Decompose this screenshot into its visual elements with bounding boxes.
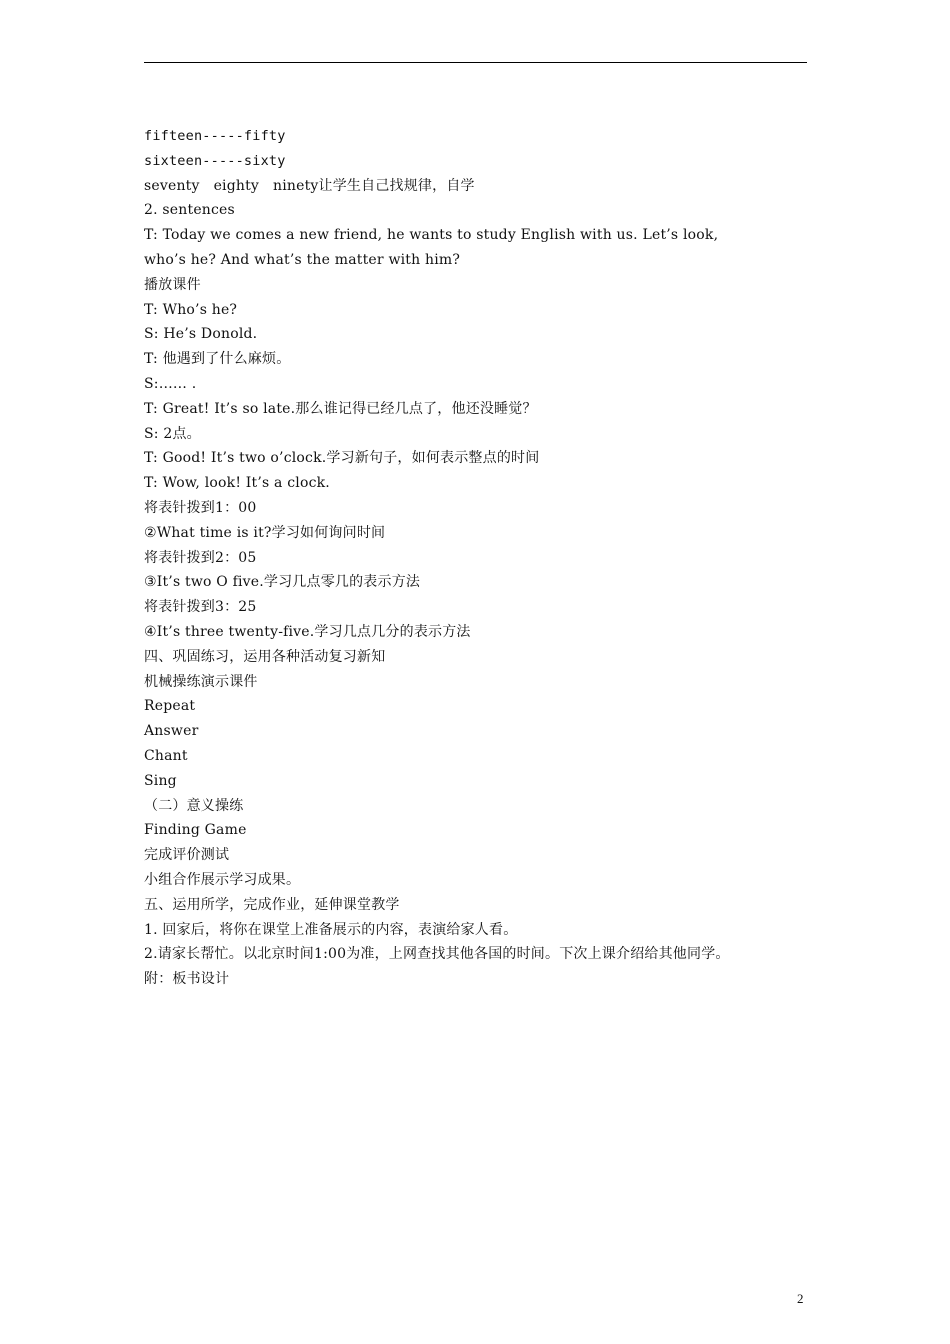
text-line: seventy eighty ninety让学生自己找规律，自学 bbox=[144, 177, 475, 194]
text-line: 将表针拨到3：25 bbox=[144, 599, 257, 616]
text-line: T: Who’s he? bbox=[144, 301, 238, 318]
text-line: 完成评价测试 bbox=[144, 847, 230, 864]
section-heading: 五、运用所学，完成作业，延伸课堂教学 bbox=[144, 896, 400, 913]
text-line: 将表针拨到1：00 bbox=[144, 499, 257, 516]
text-line: ④It’s three twenty-five.学习几点几分的表示方法 bbox=[144, 623, 471, 640]
text-line: fifteen-----fifty bbox=[144, 128, 286, 144]
text-line: Chant bbox=[144, 747, 188, 764]
text-line: Answer bbox=[144, 723, 199, 740]
text-line: S: He’s Donold. bbox=[144, 326, 258, 343]
text-line: 小组合作展示学习成果。 bbox=[144, 871, 301, 888]
text-line: T: Wow, look! It’s a clock. bbox=[144, 475, 330, 492]
section-heading: 四、巩固练习，运用各种活动复习新知 bbox=[144, 648, 386, 665]
page-number: 2 bbox=[797, 1291, 804, 1306]
text-line: 机械操练演示课件 bbox=[144, 673, 258, 690]
text-line: who’s he? And what’s the matter with him? bbox=[144, 251, 461, 268]
text-line: 播放课件 bbox=[144, 276, 201, 293]
header-rule bbox=[144, 62, 807, 63]
text-line: ②What time is it?学习如何询问时间 bbox=[144, 524, 386, 541]
text-line: ③It’s two O five.学习几点零几的表示方法 bbox=[144, 574, 421, 591]
text-line: （二）意义操练 bbox=[144, 797, 244, 814]
text-line: 将表针拨到2：05 bbox=[144, 549, 257, 566]
text-line: S: 2点。 bbox=[144, 425, 201, 442]
text-line: T: 他遇到了什么麻烦。 bbox=[144, 351, 291, 368]
text-line: 2. sentences bbox=[144, 202, 235, 219]
text-line: 附：板书设计 bbox=[144, 971, 230, 988]
text-line: sixteen-----sixty bbox=[144, 152, 286, 169]
text-line: Sing bbox=[144, 772, 177, 789]
text-line: 2.请家长帮忙。以北京时间1:00为准，上网查找其他各国的时间。下次上课介绍给其他同学。 bbox=[144, 946, 730, 963]
text-line: 1. 回家后，将你在课堂上准备展示的内容，表演给家人看。 bbox=[144, 921, 518, 938]
text-line: T: Good! It’s two o’clock.学习新句子，如何表示整点的时间 bbox=[144, 450, 540, 467]
text-line: T: Today we comes a new friend, he wants to study English with us. Let’s look, bbox=[144, 227, 719, 244]
text-line: T: Great! It’s so late.那么谁记得已经几点了，他还没睡觉？ bbox=[144, 400, 537, 417]
text-line: Finding Game bbox=[144, 822, 247, 839]
text-line: Repeat bbox=[144, 698, 196, 715]
text-line: S:…… . bbox=[144, 375, 197, 392]
document-body bbox=[144, 124, 834, 992]
